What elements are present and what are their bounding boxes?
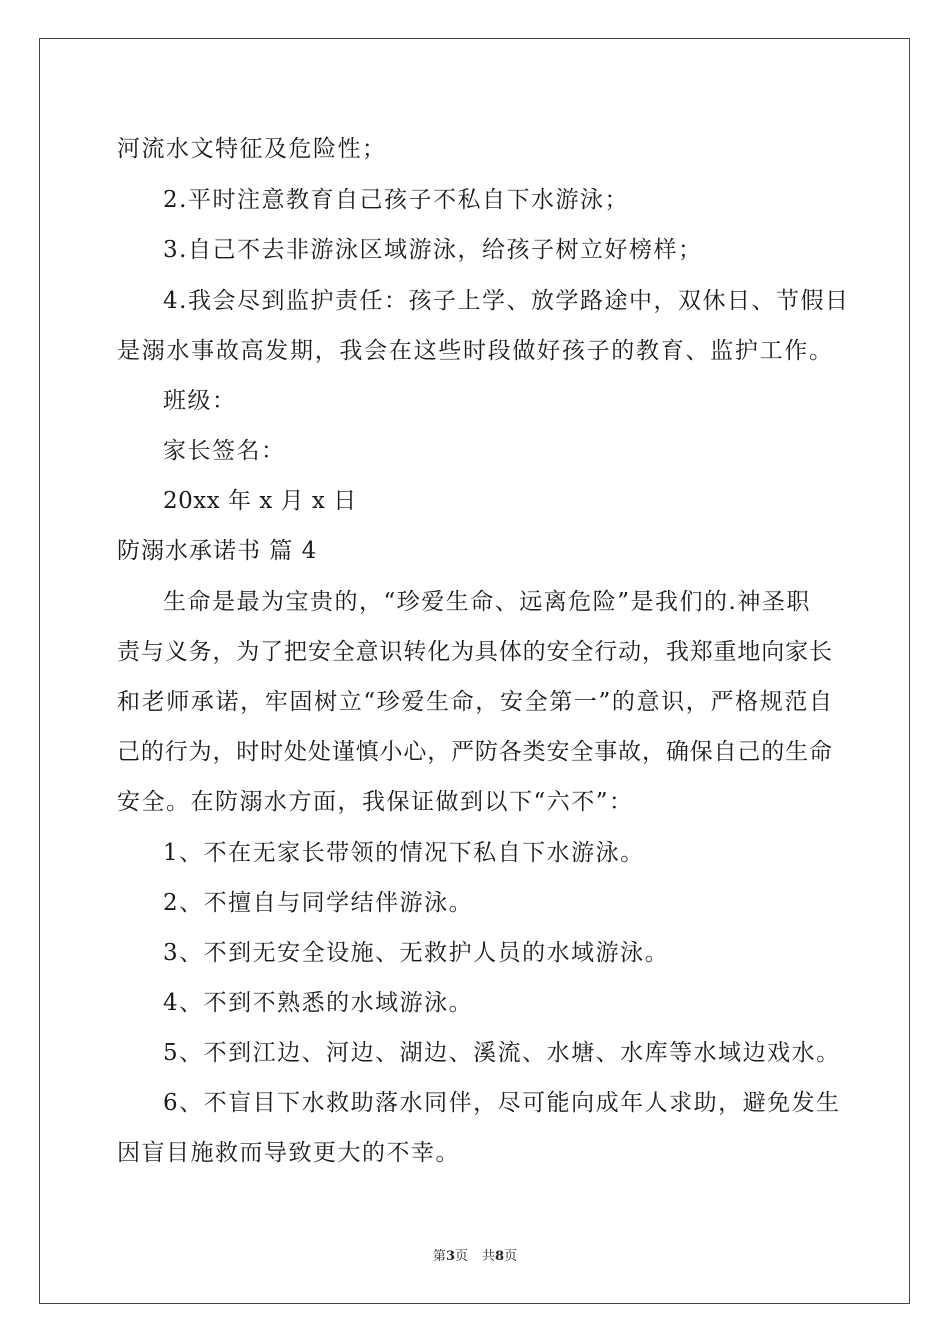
paragraph-line: 和老师承诺，牢固树立“珍爱生命，安全第一”的意识，严格规范自 [117,689,832,715]
list-item: 3.自己不去非游泳区域游泳，给孩子树立好榜样； [163,237,703,263]
paragraph-line: 己的行为，时时处处谨慎小心，严防各类安全事故，确保自己的生命 [117,739,832,765]
list-item: 6、不盲目下水救助落水同伴，尽可能向成年人求助，避免发生 [163,1090,841,1116]
text-line: 因盲目施救而导致更大的不幸。 [117,1140,460,1166]
date-line: 20xx 年 x 月 x 日 [163,488,357,514]
list-item: 2、不擅自与同学结伴游泳。 [163,890,474,916]
total-page-number: 8 [495,1249,505,1264]
total-unit: 页 [504,1249,518,1264]
text-line: 河流水文特征及危险性； [117,136,387,162]
paragraph-line: 安全。在防溺水方面，我保证做到以下“六不”： [117,789,634,815]
list-item: 1、不在无家长带领的情况下私自下水游泳。 [163,840,645,866]
parent-signature-label: 家长签名： [163,438,286,464]
paragraph-line: 生命是最为宝贵的，“珍爱生命、远离危险”是我们的.神圣职 [163,589,811,615]
class-label: 班级： [163,388,237,414]
list-item: 4、不到不熟悉的水域游泳。 [163,990,474,1016]
page-prefix: 第 [432,1249,446,1264]
current-page-number: 3 [445,1249,455,1264]
list-item: 2.平时注意教育自己孩子不私自下水游泳； [163,187,629,213]
list-item: 5、不到江边、河边、湖边、溪流、水塘、水库等水域边戏水。 [163,1040,841,1066]
total-prefix: 共 [482,1249,496,1264]
page-unit: 页 [454,1249,468,1264]
page-footer [0,1248,950,1266]
paragraph-line: 责与义务，为了把安全意识转化为具体的安全行动，我郑重地向家长 [117,639,832,665]
list-item: 3、不到无安全设施、无救护人员的水域游泳。 [163,940,670,966]
section-heading: 防溺水承诺书 篇 4 [117,538,318,564]
list-item: 4.我会尽到监护责任：孩子上学、放学路途中，双休日、节假日 [163,288,850,314]
text-line: 是溺水事故高发期，我会在这些时段做好孩子的教育、监护工作。 [117,338,832,364]
